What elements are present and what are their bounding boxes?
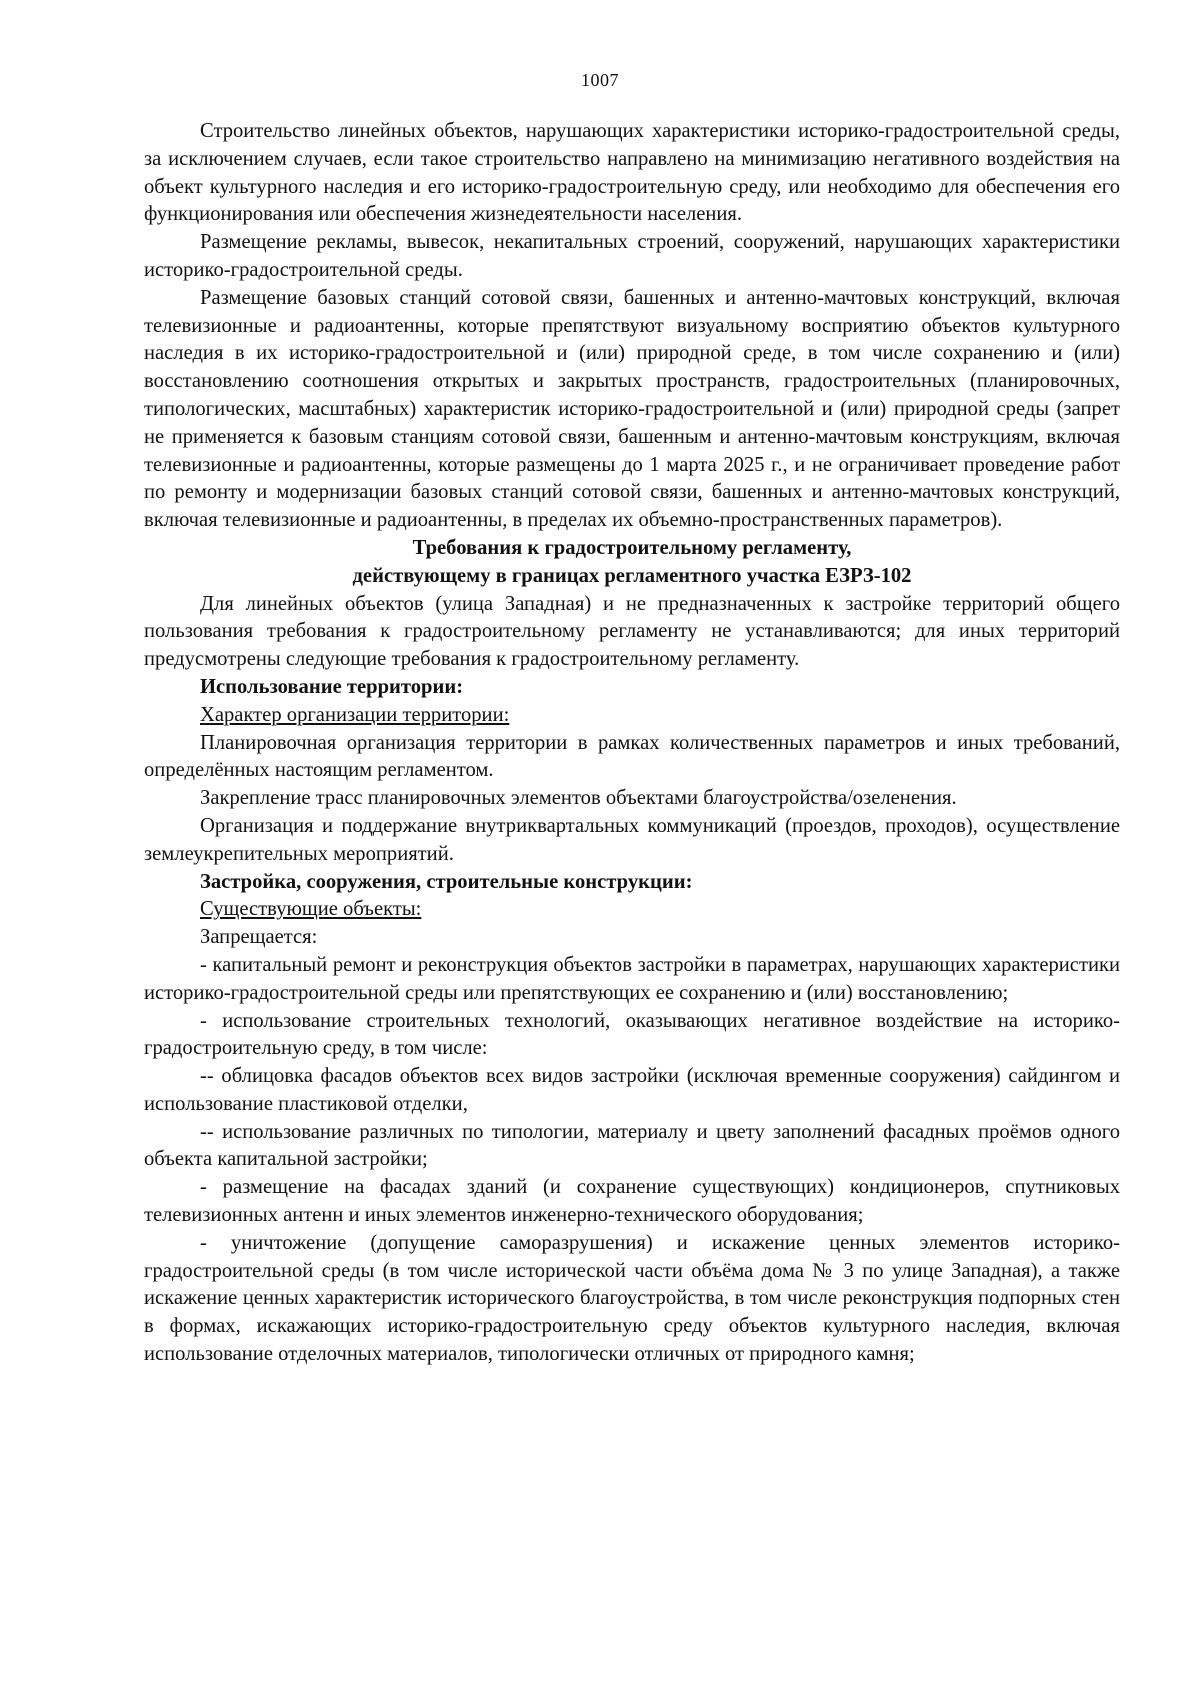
list-item-facade-equipment: - размещение на фасадах зданий (и сохранение существующих) кондиционеров, спутниковых телевизионных антенн и иных элементов инженерно-технического оборудования; — [144, 1176, 1120, 1227]
paragraph-base-stations: Размещение базовых станций сотовой связи, башенных и антенно-мачтовых конструкций, включая телевизионные и радиоантенны, которые препятствуют визуальному восприятию объектов культурного наследия в их историко-градостроительной и (или) природной среде, в том числе сохранению и (или) восстановлению соотношения открытых и закрытых пространств, градостроительных (планировочных, типологических, масштабных) характеристик историко-градостроительной и (или) природной среды (запрет не применяется к базовым станциям сотовой связи, башенным и антенно-мачтовым конструкциям, включая телевизионные и радиоантенны, которые размещены до 1 марта 2025 г., и не ограничивает проведение работ по ремонту и модернизации базовых станций сотовой связи, башенных и антенно-мачтовых конструкций, включая телевизионные и радиоантенны, в пределах их объемно-пространственных параметров). — [144, 286, 1120, 532]
list-subitem-siding: -- облицовка фасадов объектов всех видов застройки (исключая временные сооружения) сайдингом и использование пластиковой отделки, — [144, 1065, 1120, 1115]
subheading-existing-objects: Существующие объекты: — [200, 898, 422, 921]
paragraph-planning-organization: Планировочная организация территории в рамках количественных параметров и иных требований, определённых настоящим регламентом. — [144, 731, 1120, 782]
list-item-destruction: - уничтожение (допущение саморазрушения) и искажение ценных элементов историко-градостроительной среды (в том числе исторической части объёма дома № 3 по улице Западная), а также искажение ценных характеристик исторического благоустройства, в том числе реконструкция подпорных стен в формах, искажающих историко-градостроительную среду объектов культурного наследия, включая использование отделочных материалов, типологически отличных от природного камня; — [144, 1231, 1120, 1366]
list-subitem-openings: -- использование различных по типологии, материалу и цвету заполнений фасадных проёмов одного объекта капитальной застройки; — [144, 1120, 1120, 1171]
paragraph-linear-objects: Строительство линейных объектов, нарушающих характеристики историко-градостроительной среды, за исключением случаев, если такое строительство направлено на минимизацию негативного воздействия на объект культурного наследия и его историко-градостроительную среду, или необходимо для обеспечения его функционирования или обеспечения жизнедеятельности населения. — [144, 120, 1120, 226]
paragraph-advertising: Размещение рекламы, вывесок, некапитальных строений, сооружений, нарушающих характеристики историко-градостроительной среды. — [144, 231, 1120, 281]
document-body — [144, 118, 1120, 1369]
list-item-construction-technologies: - использование строительных технологий, оказывающих негативное воздействие на историко-градостроительную среду, в том числе: — [144, 1009, 1120, 1060]
subheading-buildings: Застройка, сооружения, строительные конструкции: — [200, 870, 693, 893]
section-heading-line-1: Требования к градостроительному регламенту, — [412, 536, 852, 559]
list-item-capital-repair: - капитальный ремонт и реконструкция объектов застройки в параметрах, нарушающих характеристики историко-градостроительной среды или препятствующих ее сохранению и (или) восстановлению; — [144, 953, 1120, 1004]
paragraph-linear-objects-requirements: Для линейных объектов (улица Западная) и не предназначенных к застройке территорий общего пользования требования к градостроительному регламенту не устанавливаются; для иных территорий предусмотрены следующие требования к градостроительному регламенту. — [144, 592, 1120, 671]
paragraph-communications: Организация и поддержание внутриквартальных коммуникаций (проездов, проходов), осуществление землеукрепительных мероприятий. — [144, 814, 1120, 865]
section-heading-line-2: действующему в границах регламентного участка ЕЗРЗ-102 — [352, 564, 912, 587]
prohibited-label: Запрещается: — [200, 926, 318, 949]
subheading-territory-character: Характер организации территории: — [200, 703, 510, 726]
paragraph-route-fixing: Закрепление трасс планировочных элементов объектами благоустройства/озеленения. — [200, 787, 957, 810]
page-number: 1007 — [581, 70, 619, 90]
subheading-territory-usage: Использование территории: — [200, 675, 464, 698]
